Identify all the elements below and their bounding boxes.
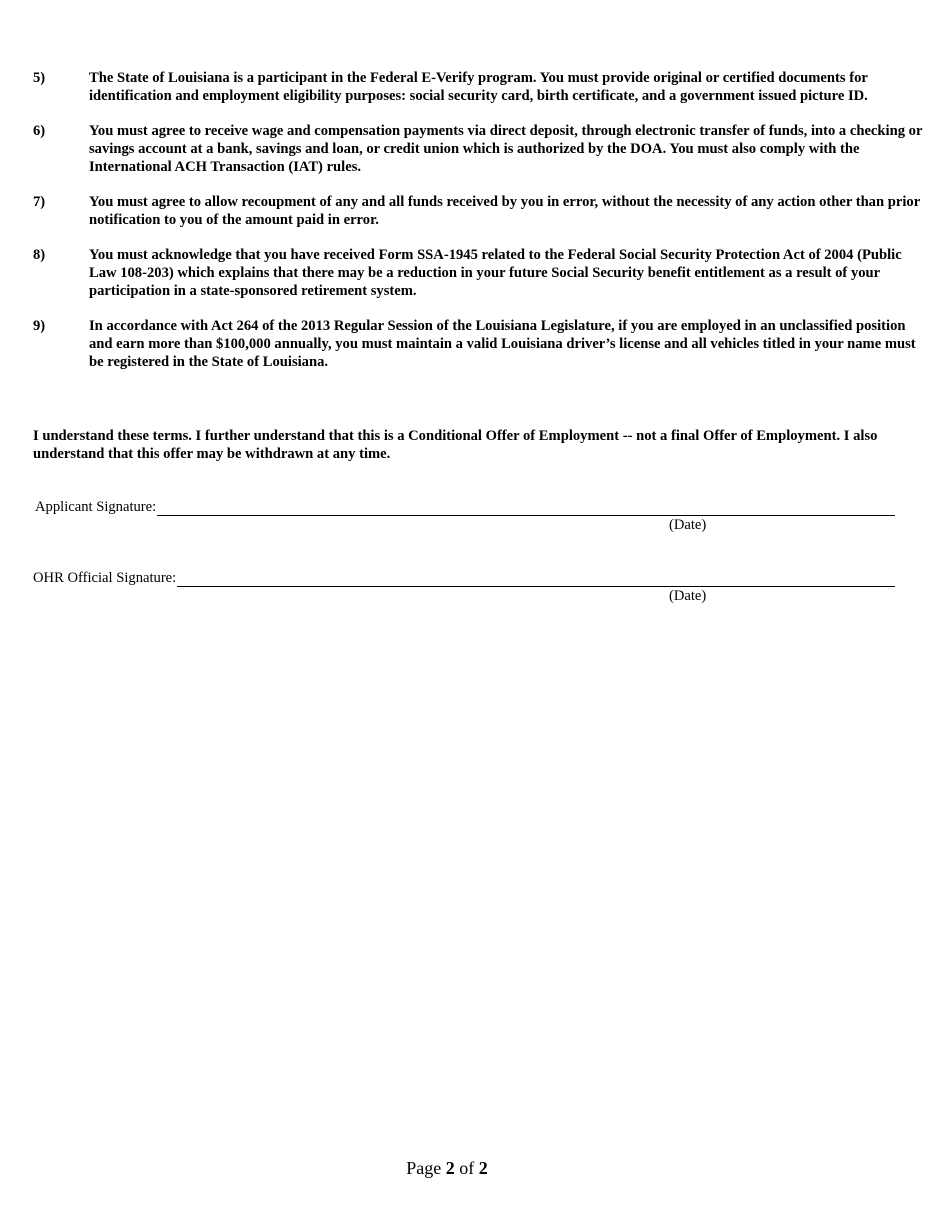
term-text: You must agree to receive wage and compensation payments via direct deposit, through electronic transfer of funds, into a checking or savings account at a bank, savings and loan, or credit union which is authorized by the DOA. You must also comply with the International ACH Transaction (IAT) rules.	[89, 123, 923, 175]
official-signature-row	[33, 569, 895, 587]
term-number: 6)	[33, 123, 46, 139]
term-number: 9)	[33, 318, 46, 334]
term-item-5	[33, 69, 923, 105]
term-number: 7)	[33, 194, 46, 210]
term-text: You must acknowledge that you have received Form SSA-1945 related to the Federal Social Security Protection Act of 2004 (Public Law 108-203) which explains that there may be a reduction in your future Social Security benefit entitlement as a result of your participation in a state-sponsored retirement system.	[89, 247, 902, 299]
total-pages-number: 2	[478, 1158, 488, 1178]
page-footer	[0, 1157, 894, 1179]
page-word: Page	[406, 1158, 442, 1178]
terms-list	[33, 69, 923, 388]
term-item-8	[33, 246, 923, 300]
official-signature-line[interactable]	[177, 572, 895, 587]
current-page-number: 2	[445, 1158, 455, 1178]
term-text: In accordance with Act 264 of the 2013 Regular Session of the Louisiana Legislature, if you are employed in an unclassified position and earn more than $100,000 annually, you must maintain a valid Louisiana driver’s license and all vehicles titled in your name must be registered in the State of Louisiana.	[89, 318, 916, 370]
of-word: of	[459, 1158, 475, 1178]
applicant-signature-row	[33, 498, 895, 516]
term-number: 5)	[33, 70, 46, 86]
term-item-6	[33, 122, 923, 176]
applicant-date-label: (Date)	[669, 517, 707, 533]
applicant-signature-label: Applicant Signature:	[35, 499, 157, 515]
acknowledgement-statement: I understand these terms. I further understand that this is a Conditional Offer of Employment -- not a final Offer of Employment. I also understand that this offer may be withdrawn at any time.	[33, 428, 878, 462]
term-text: You must agree to allow recoupment of any and all funds received by you in error, without the necessity of any action other than prior notification to you of the amount paid in error.	[89, 194, 920, 228]
term-text: The State of Louisiana is a participant in the Federal E-Verify program. You must provide original or certified documents for identification and employment eligibility purposes: social security card, birth certificate, and a government issued picture ID.	[89, 70, 868, 104]
official-signature-label: OHR Official Signature:	[33, 570, 177, 586]
term-number: 8)	[33, 247, 46, 263]
term-item-7	[33, 193, 923, 229]
term-item-9	[33, 317, 923, 371]
applicant-signature-line[interactable]	[157, 501, 895, 516]
official-date-label: (Date)	[669, 588, 707, 604]
